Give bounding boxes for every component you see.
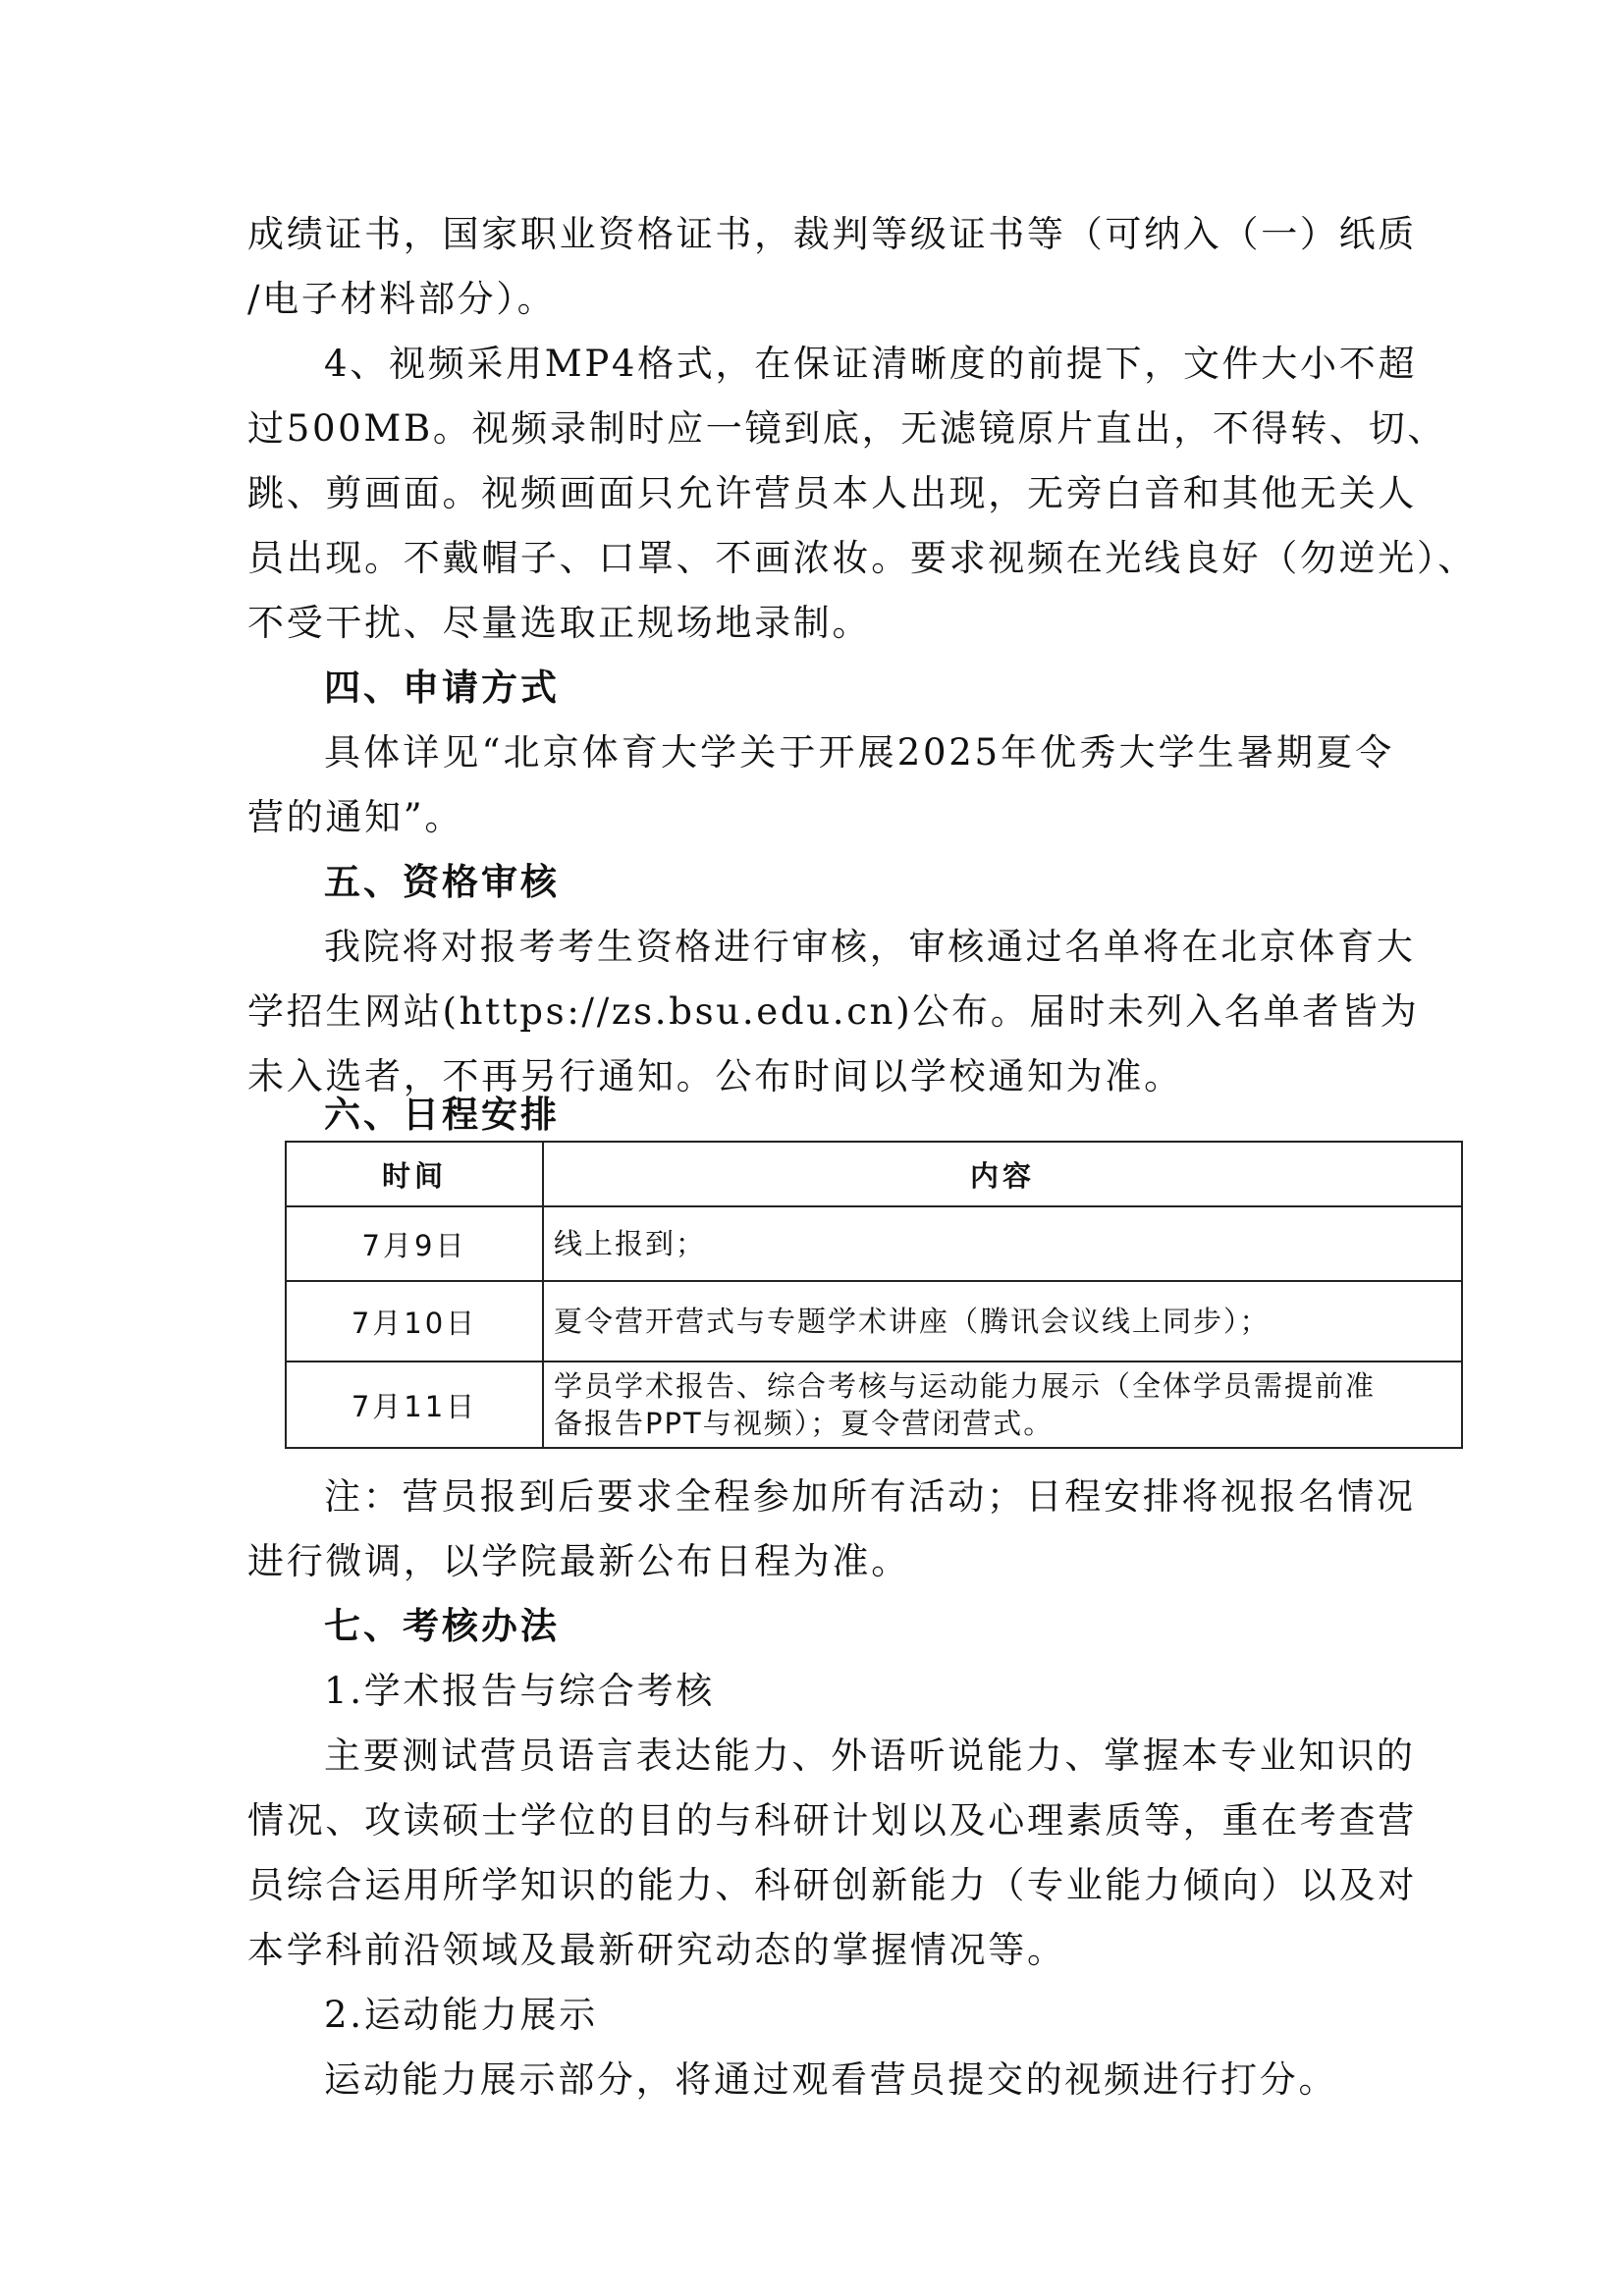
subsection-1-line-1: 主要测试营员语言表达能力、外语听说能力、掌握本专业知识的 [324,1735,1416,1777]
section-5-line-2: 学招生网站(https://zs.bsu.edu.cn)公布。届时未列入名单者皆为 [247,990,1420,1033]
video-rule-line-2: 过500MB。视频录制时应一镜到底，无滤镜原片直出，不得转、切、 [247,407,1447,450]
subsection-1-line-4: 本学科前沿领域及最新研究动态的掌握情况等。 [247,1929,1066,1971]
video-rule-line-3: 跳、剪画面。视频画面只允许营员本人出现，无旁白音和其他无关人 [247,472,1417,514]
video-rule-line-4: 员出现。不戴帽子、口罩、不画浓妆。要求视频在光线良好（勿逆光）、 [247,537,1477,579]
schedule-table [285,1141,1463,1449]
section-6-heading: 六、日程安排 [324,1094,560,1136]
schedule-time-cell: 7月10日 [286,1281,543,1362]
video-rule-line-1: 4、视频采用MP4格式，在保证清晰度的前提下，文件大小不超 [324,343,1418,385]
schedule-time-cell: 7月9日 [286,1206,543,1281]
section-4-line-1: 具体详见“北京体育大学关于开展2025年优秀大学生暑期夏令 [324,731,1394,774]
schedule-content-cell [543,1206,1462,1281]
section-4-heading: 四、申请方式 [324,667,560,709]
section-7-heading: 七、考核办法 [324,1605,560,1647]
section-5-line-1: 我院将对报考考生资格进行审核，审核通过名单将在北京体育大 [324,926,1416,968]
schedule-content-line: 学员学术报告、综合考核与运动能力展示（全体学员需提前准 [554,1369,1377,1403]
intro-line-2: /电子材料部分）。 [247,278,557,320]
intro-line-1: 成绩证书，国家职业资格证书，裁判等级证书等（可纳入（一）纸质 [247,213,1417,255]
schedule-note-line-1: 注：营员报到后要求全程参加所有活动；日程安排将视报名情况 [324,1475,1416,1518]
subsection-2-line-1: 运动能力展示部分，将通过观看营员提交的视频进行打分。 [324,2058,1338,2101]
schedule-row [286,1281,1462,1362]
subsection-1-title: 1.学术报告与综合考核 [324,1670,716,1712]
subsection-1-line-3: 员综合运用所学知识的能力、科研创新能力（专业能力倾向）以及对 [247,1864,1417,1906]
schedule-content-line: 备报告PPT与视频）；夏令营闭营式。 [554,1407,1055,1440]
column-header-content: 内容 [543,1142,1462,1206]
schedule-content-cell [543,1362,1462,1448]
schedule-content-line: 夏令营开营式与专题学术讲座（腾讯会议线上同步）； [554,1305,1271,1338]
subsection-1-line-2: 情况、攻读硕士学位的目的与科研计划以及心理素质等，重在考查营 [247,1799,1417,1842]
schedule-row [286,1206,1462,1281]
schedule-time-cell: 7月11日 [286,1362,543,1448]
schedule-row [286,1362,1462,1448]
section-5-heading: 五、资格审核 [324,861,560,903]
section-4-line-2: 营的通知”。 [247,796,464,838]
column-header-time: 时间 [286,1142,543,1206]
video-rule-line-5: 不受干扰、尽量选取正规场地录制。 [247,602,872,644]
section-5-line-3: 未入选者，不再另行通知。公布时间以学校通知为准。 [247,1055,1183,1097]
subsection-2-title: 2.运动能力展示 [324,1994,598,2036]
schedule-content-line: 线上报到； [554,1227,707,1260]
schedule-content-cell [543,1281,1462,1362]
schedule-table-header [286,1142,1462,1206]
schedule-note-line-2: 进行微调，以学院最新公布日程为准。 [247,1540,910,1582]
